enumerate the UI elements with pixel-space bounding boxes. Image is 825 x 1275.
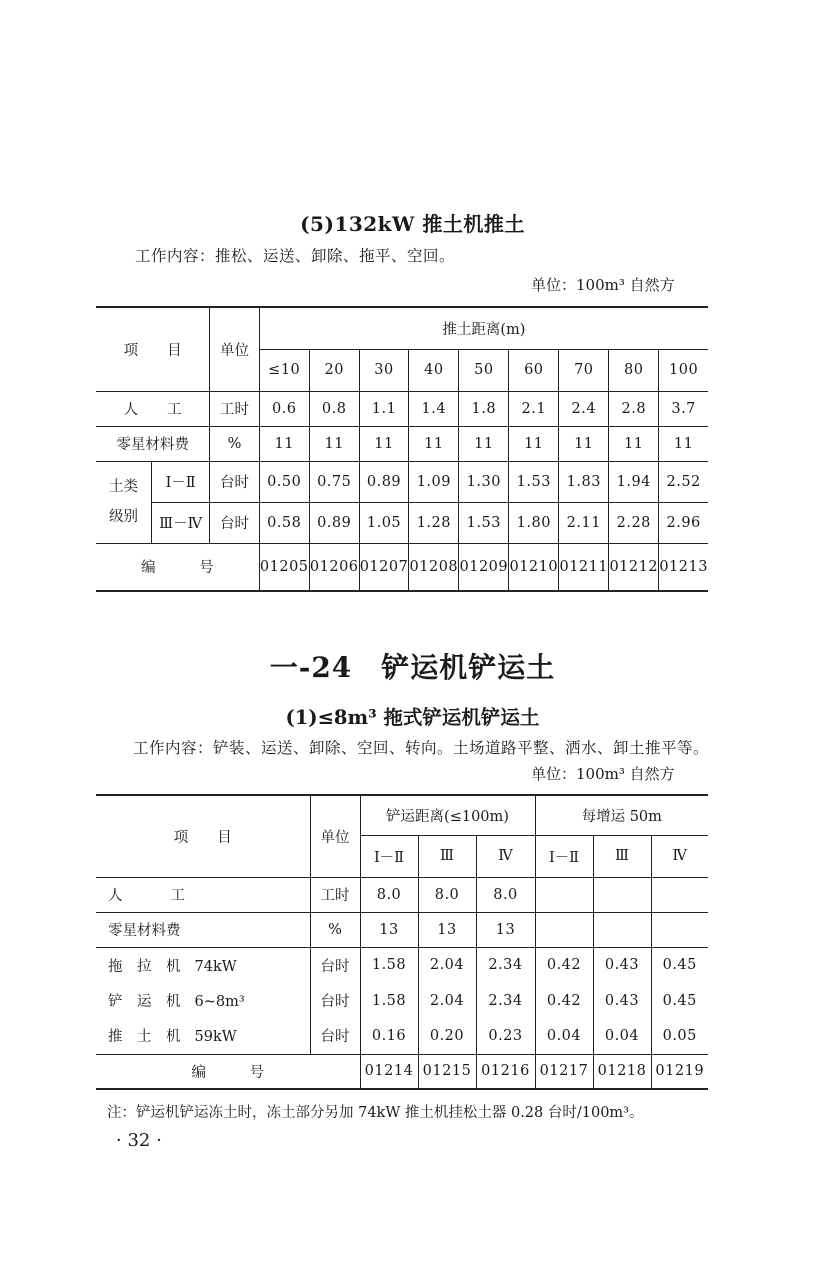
- t1-code: 01205: [259, 543, 309, 591]
- t1-cell: 0.89: [359, 461, 409, 502]
- t1-cell: 1.4: [409, 391, 459, 426]
- t1-row-soil-1: [96, 461, 708, 502]
- t1-cell: 1.53: [459, 502, 509, 543]
- t2-cell: 0.42: [535, 983, 593, 1018]
- t1-header-unit: 单位: [210, 307, 259, 391]
- t2-cell: 1.58: [360, 947, 418, 983]
- t2-code: 01215: [418, 1054, 476, 1089]
- t2-row-labor: [96, 877, 708, 912]
- t2-row-spec: 74kW: [194, 958, 237, 975]
- t2-header-item: 项 目: [96, 795, 310, 877]
- t2-cell: 0.45: [651, 947, 708, 983]
- t2-row-unit: 台时: [310, 983, 360, 1018]
- t2-cell: 8.0: [360, 877, 418, 912]
- t1-row-unit: 台时: [210, 502, 259, 543]
- t1-row-unit: 台时: [210, 461, 259, 502]
- t2-row-label: 零星材料费: [96, 912, 310, 947]
- t1-cell: 0.50: [259, 461, 309, 502]
- t2-row-label: [96, 877, 310, 912]
- t2-header-unit: 单位: [310, 795, 360, 877]
- t2-row-label: [96, 1018, 310, 1054]
- t2-row-name: 拖 拉 机: [108, 958, 181, 975]
- t2-row-label: [96, 983, 310, 1018]
- t1-cell: 2.1: [509, 391, 559, 426]
- t2-cell: [651, 877, 708, 912]
- t1-code: 01208: [409, 543, 459, 591]
- t1-cell: 0.75: [309, 461, 359, 502]
- t1-row-material: [96, 426, 708, 461]
- t2-cell: 13: [418, 912, 476, 947]
- t1-cell: 11: [459, 426, 509, 461]
- t2-grade-header: Ⅰ－Ⅱ: [535, 835, 593, 877]
- t2-code: 01219: [651, 1054, 708, 1089]
- t2-row-spec: 6~8m³: [194, 994, 245, 1010]
- t1-cell: 1.8: [459, 391, 509, 426]
- t2-cell: [593, 877, 651, 912]
- t1-row-codes: [96, 543, 708, 591]
- t2-cell: [651, 912, 708, 947]
- t2-cell: 1.58: [360, 983, 418, 1018]
- t1-cell: 1.05: [359, 502, 409, 543]
- t2-grade-header: Ⅳ: [651, 835, 708, 877]
- section-title: 一-24 铲运机铲运土: [269, 651, 556, 684]
- t1-cell: 3.7: [659, 391, 708, 426]
- t2-cell: 0.16: [360, 1018, 418, 1054]
- t1-cell: 0.8: [309, 391, 359, 426]
- t1-cell: 11: [609, 426, 659, 461]
- t2-row-bulldozer: [96, 1018, 708, 1054]
- t1-code: 01213: [659, 543, 708, 591]
- t2-cell: 0.04: [593, 1018, 651, 1054]
- t1-code: 01212: [609, 543, 659, 591]
- t1-cell: 11: [409, 426, 459, 461]
- t2-cell: [593, 912, 651, 947]
- t2-row-name: 推 土 机: [108, 1029, 181, 1046]
- t1-cell: 0.58: [259, 502, 309, 543]
- t2-row-tractor: [96, 947, 708, 983]
- t2-cell: 0.05: [651, 1018, 708, 1054]
- t1-distance-header: 50: [459, 349, 509, 391]
- t1-row-label: 零星材料费: [96, 426, 210, 461]
- t1-code: 01209: [459, 543, 509, 591]
- t2-code: 01218: [593, 1054, 651, 1089]
- t1-distance-header: 40: [409, 349, 459, 391]
- t2-cell: 0.42: [535, 947, 593, 983]
- t1-cell: 1.1: [359, 391, 409, 426]
- t1-cell: 1.09: [409, 461, 459, 502]
- t1-row-labor: [96, 391, 708, 426]
- t2-cell: 0.20: [418, 1018, 476, 1054]
- t2-grade-header: Ⅰ－Ⅱ: [360, 835, 418, 877]
- t1-cell: 11: [359, 426, 409, 461]
- table2: [96, 794, 708, 1090]
- table1-title: (5)132kW 推土机推土: [300, 212, 525, 236]
- t1-cell: 11: [309, 426, 359, 461]
- t1-cell: 1.94: [609, 461, 659, 502]
- t2-cell: 2.04: [418, 983, 476, 1018]
- t2-header-group1: 铲运距离(≤100m): [360, 795, 535, 835]
- t1-distance-header: 80: [609, 349, 659, 391]
- t1-distance-header: ≤10: [259, 349, 309, 391]
- table1-work-content: 工作内容：推松、运送、卸除、拖平、空回。: [135, 247, 456, 265]
- t2-cell: [535, 877, 593, 912]
- t2-cell: 2.04: [418, 947, 476, 983]
- t1-row-label: 人 工: [96, 391, 210, 426]
- table1: [96, 306, 708, 592]
- t1-row-soil-2: [96, 502, 708, 543]
- t2-cell: 0.23: [476, 1018, 535, 1054]
- t1-cell: 2.52: [659, 461, 708, 502]
- t1-distance-header: 20: [309, 349, 359, 391]
- table2-work-content: 工作内容：铲装、运送、卸除、空回、转向。土场道路平整、洒水、卸土推平等。: [133, 739, 710, 757]
- t2-code: 01217: [535, 1054, 593, 1089]
- t1-code: 01207: [359, 543, 409, 591]
- t2-row-name: 人: [108, 888, 123, 904]
- t1-cell: 1.80: [509, 502, 559, 543]
- t1-header-distance: 推土距离(m): [259, 307, 708, 349]
- t1-soil-grade: Ⅲ－Ⅳ: [151, 502, 209, 543]
- t2-cell: 2.34: [476, 947, 535, 983]
- t1-distance-header: 70: [559, 349, 609, 391]
- t2-row-unit: 台时: [310, 1018, 360, 1054]
- t2-grade-header: Ⅲ: [418, 835, 476, 877]
- t2-cell: 0.43: [593, 947, 651, 983]
- t2-row-name: 铲 运 机: [108, 994, 181, 1010]
- t1-cell: 2.28: [609, 502, 659, 543]
- t1-code: 01210: [509, 543, 559, 591]
- table1-unit: 单位：100m³ 自然方: [531, 276, 675, 294]
- t2-cell: 0.04: [535, 1018, 593, 1054]
- t1-cell: 11: [509, 426, 559, 461]
- t1-distance-header: 30: [359, 349, 409, 391]
- t1-cell: 2.4: [559, 391, 609, 426]
- t2-grade-header: Ⅲ: [593, 835, 651, 877]
- t1-soil-label-1: 土类: [108, 479, 138, 495]
- t2-row-name2: 工: [170, 888, 185, 904]
- table2-title: (1)≤8m³ 拖式铲运机铲运土: [285, 706, 540, 729]
- t2-header-group2: 每增运 50m: [535, 795, 708, 835]
- t2-row-unit: 台时: [310, 947, 360, 983]
- t1-code-label: 编 号: [96, 543, 259, 591]
- t1-cell: 0.89: [309, 502, 359, 543]
- t2-code-label: 编 号: [96, 1054, 360, 1089]
- t2-grade-header: Ⅳ: [476, 835, 535, 877]
- t2-row-material: [96, 912, 708, 947]
- t2-cell: 0.45: [651, 983, 708, 1018]
- t2-cell: 13: [476, 912, 535, 947]
- t1-cell: 1.83: [559, 461, 609, 502]
- t2-cell: 2.34: [476, 983, 535, 1018]
- t2-row-scraper: [96, 983, 708, 1018]
- t1-code: 01211: [559, 543, 609, 591]
- t1-cell: 2.96: [659, 502, 708, 543]
- t1-soil-group-label: [96, 461, 151, 543]
- t1-distance-header: 100: [659, 349, 708, 391]
- t2-code: 01216: [476, 1054, 535, 1089]
- t2-row-label: [96, 947, 310, 983]
- t2-cell: 8.0: [476, 877, 535, 912]
- t1-cell: 11: [659, 426, 708, 461]
- t1-cell: 1.28: [409, 502, 459, 543]
- t2-cell: 0.43: [593, 983, 651, 1018]
- footnote: 注：铲运机铲运冻土时，冻土部分另加 74kW 推土机挂松土器 0.28 台时/100m³。: [107, 1105, 644, 1121]
- t1-cell: 1.53: [509, 461, 559, 502]
- t1-cell: 2.11: [559, 502, 609, 543]
- t1-row-unit: 工时: [210, 391, 259, 426]
- t1-cell: 1.30: [459, 461, 509, 502]
- t2-cell: 13: [360, 912, 418, 947]
- t1-header-item: 项 目: [96, 307, 210, 391]
- t1-cell: 11: [559, 426, 609, 461]
- t1-cell: 11: [259, 426, 309, 461]
- t2-row-spec: 59kW: [194, 1029, 237, 1046]
- t2-row-unit: 工时: [310, 877, 360, 912]
- t2-cell: 8.0: [418, 877, 476, 912]
- t1-row-unit: %: [210, 426, 259, 461]
- t1-cell: 2.8: [609, 391, 659, 426]
- table2-unit: 单位：100m³ 自然方: [531, 765, 675, 783]
- t1-code: 01206: [309, 543, 359, 591]
- t1-distance-header: 60: [509, 349, 559, 391]
- t2-row-unit: %: [310, 912, 360, 947]
- t2-row-codes: [96, 1054, 708, 1089]
- page-number: · 32 ·: [116, 1130, 162, 1151]
- t1-soil-grade: Ⅰ－Ⅱ: [151, 461, 209, 502]
- t1-soil-label-2: 级别: [108, 509, 138, 525]
- t2-cell: [535, 912, 593, 947]
- t1-cell: 0.6: [259, 391, 309, 426]
- t2-code: 01214: [360, 1054, 418, 1089]
